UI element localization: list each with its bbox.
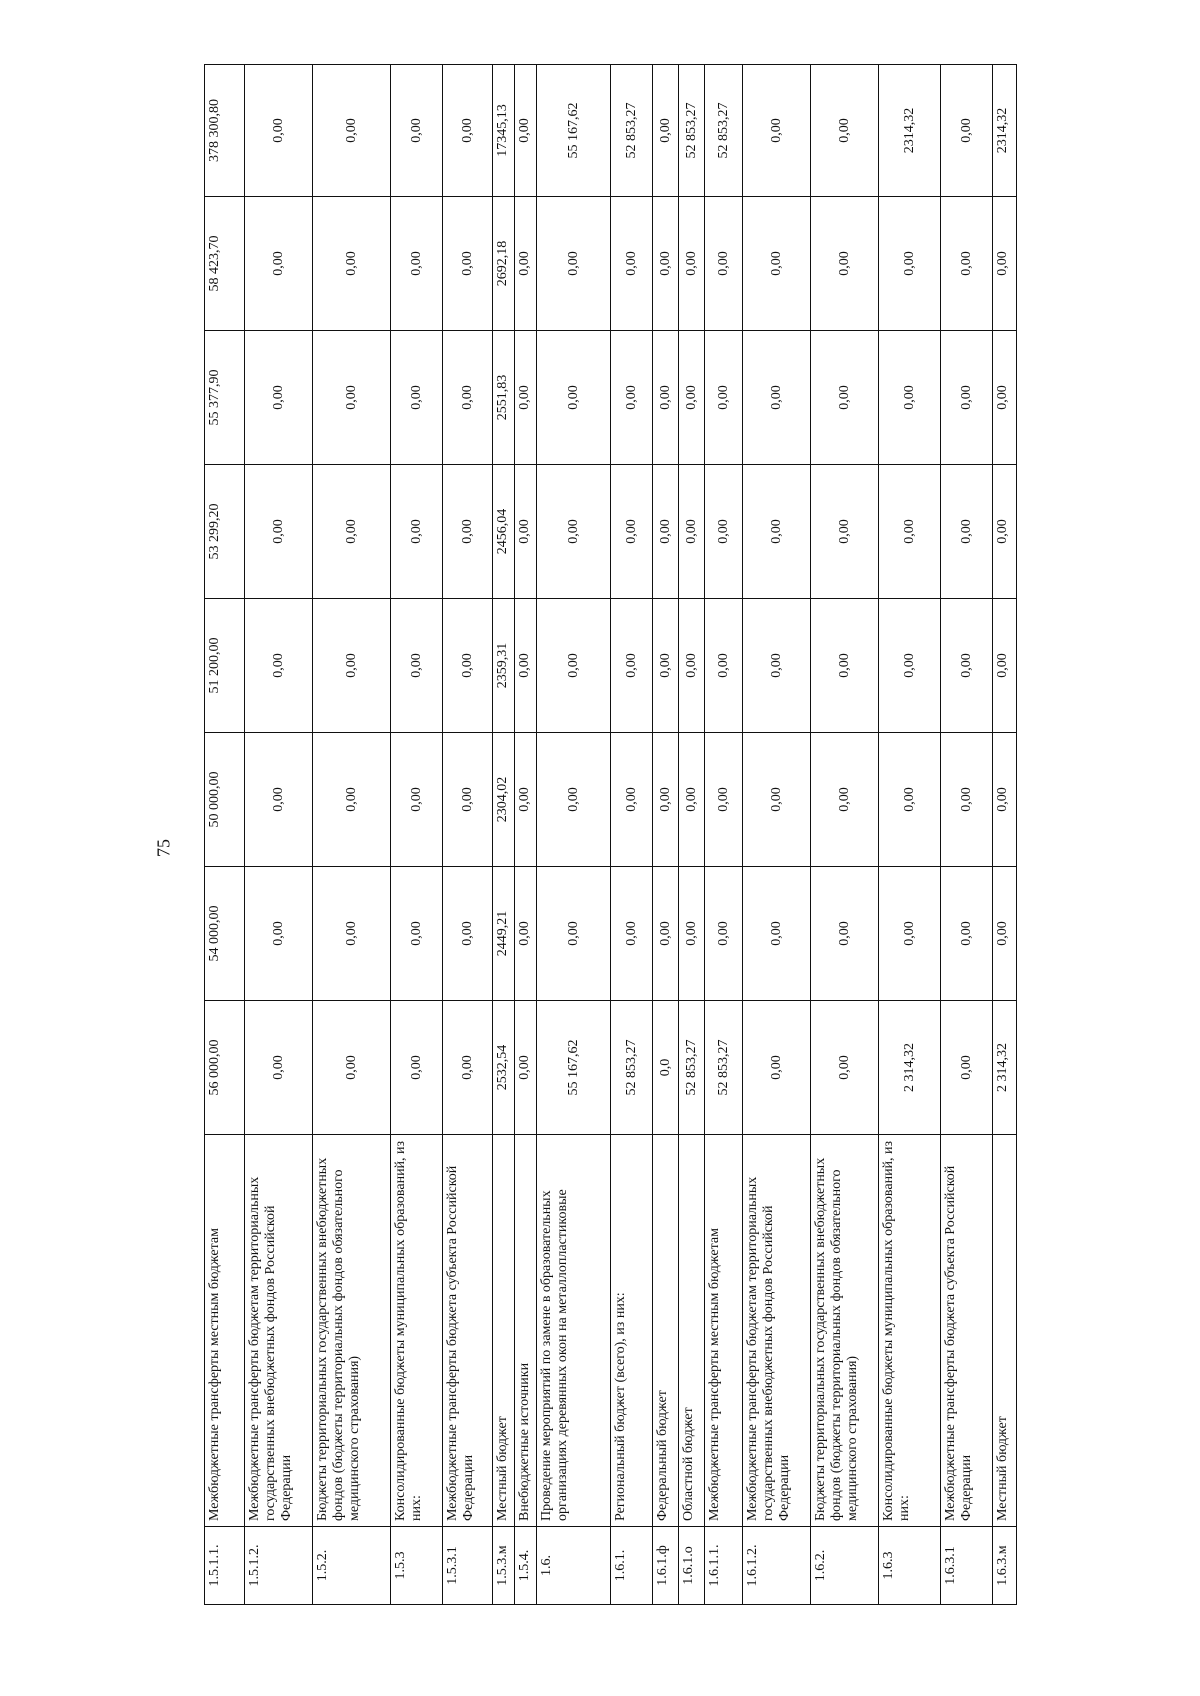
row-name: Межбюджетные трансферты местным бюджетам — [205, 1135, 245, 1527]
value-cell: 0,00 — [313, 331, 391, 465]
value-cell: 2 314,32 — [993, 1001, 1017, 1135]
value-cell: 0,00 — [245, 867, 313, 1001]
value-cell: 378 300,80 — [205, 65, 245, 197]
value-cell: 2314,32 — [993, 65, 1017, 197]
value-cell: 0,00 — [537, 599, 611, 733]
table-row — [493, 65, 515, 1605]
value-cell: 0,00 — [879, 197, 941, 331]
value-cell: 58 423,70 — [205, 197, 245, 331]
value-cell: 55 167,62 — [537, 1001, 611, 1135]
table-row — [611, 65, 653, 1605]
value-cell: 0,00 — [879, 465, 941, 599]
value-cell: 54 000,00 — [205, 867, 245, 1001]
row-name: Проведение мероприятий по замене в образовательных организациях деревянных окон на металлопластиковые — [537, 1135, 611, 1527]
value-cell: 0,00 — [705, 465, 743, 599]
value-cell: 52 853,27 — [679, 65, 705, 197]
value-cell: 2304,02 — [493, 733, 515, 867]
value-cell: 0,00 — [705, 331, 743, 465]
value-cell: 0,00 — [391, 599, 443, 733]
row-name: Межбюджетные трансферты бюджетам территориальных государственных внебюджетных фондов Российской Федерации — [743, 1135, 811, 1527]
value-cell: 0,00 — [245, 465, 313, 599]
value-cell: 55 377,90 — [205, 331, 245, 465]
value-cell: 53 299,20 — [205, 465, 245, 599]
value-cell: 52 853,27 — [611, 1001, 653, 1135]
value-cell: 0,00 — [705, 867, 743, 1001]
value-cell: 0,00 — [653, 867, 679, 1001]
value-cell: 0,00 — [705, 733, 743, 867]
value-cell: 56 000,00 — [205, 1001, 245, 1135]
row-name: Консолидированные бюджеты муниципальных образований, из них: — [879, 1135, 941, 1527]
value-cell: 52 853,27 — [705, 65, 743, 197]
value-cell: 0,00 — [653, 599, 679, 733]
value-cell: 2551,83 — [493, 331, 515, 465]
row-name: Бюджеты территориальных государственных внебюджетных фондов (бюджеты территориальных фондов обязательного медицинского страхования) — [811, 1135, 879, 1527]
value-cell: 0,00 — [611, 197, 653, 331]
row-code: 1.6.1.2. — [743, 1527, 811, 1605]
value-cell: 55 167,62 — [537, 65, 611, 197]
row-code: 1.6.3.1 — [941, 1527, 993, 1605]
value-cell: 0,00 — [313, 599, 391, 733]
value-cell: 2532,54 — [493, 1001, 515, 1135]
value-cell: 0,00 — [245, 733, 313, 867]
value-cell: 51 200,00 — [205, 599, 245, 733]
value-cell: 52 853,27 — [679, 1001, 705, 1135]
value-cell: 0,00 — [679, 733, 705, 867]
value-cell: 0,00 — [611, 867, 653, 1001]
value-cell: 0,00 — [515, 733, 537, 867]
value-cell: 0,00 — [515, 599, 537, 733]
value-cell: 0,00 — [653, 733, 679, 867]
row-name: Межбюджетные трансферты бюджета субъекта Российской Федерации — [443, 1135, 493, 1527]
row-name: Консолидированные бюджеты муниципальных образований, из них: — [391, 1135, 443, 1527]
value-cell: 2314,32 — [879, 65, 941, 197]
value-cell: 0,00 — [391, 65, 443, 197]
value-cell: 0,00 — [313, 197, 391, 331]
value-cell: 0,00 — [879, 331, 941, 465]
value-cell: 0,00 — [993, 331, 1017, 465]
value-cell: 0,00 — [443, 599, 493, 733]
row-name: Внебюджетные источники — [515, 1135, 537, 1527]
value-cell: 0,00 — [993, 599, 1017, 733]
table-row — [245, 65, 313, 1605]
table-row — [515, 65, 537, 1605]
table-row — [705, 65, 743, 1605]
value-cell: 0,00 — [811, 733, 879, 867]
table-row — [743, 65, 811, 1605]
value-cell: 0,00 — [705, 599, 743, 733]
row-name: Межбюджетные трансферты бюджетам территориальных государственных внебюджетных фондов Российской Федерации — [245, 1135, 313, 1527]
value-cell: 0,00 — [611, 465, 653, 599]
value-cell: 0,00 — [653, 65, 679, 197]
value-cell: 2 314,32 — [879, 1001, 941, 1135]
value-cell: 0,00 — [941, 599, 993, 733]
value-cell: 0,00 — [245, 1001, 313, 1135]
value-cell: 0,00 — [679, 465, 705, 599]
row-code: 1.5.2. — [313, 1527, 391, 1605]
value-cell: 0,00 — [313, 1001, 391, 1135]
budget-table-body — [205, 65, 1017, 1605]
value-cell: 0,00 — [443, 733, 493, 867]
value-cell: 0,00 — [537, 733, 611, 867]
row-code: 1.5.3 — [391, 1527, 443, 1605]
value-cell: 0,00 — [811, 197, 879, 331]
budget-table — [204, 64, 1017, 1605]
table-row — [391, 65, 443, 1605]
value-cell: 50 000,00 — [205, 733, 245, 867]
value-cell: 0,00 — [811, 867, 879, 1001]
value-cell: 2692,18 — [493, 197, 515, 331]
row-code: 1.5.1.1. — [205, 1527, 245, 1605]
value-cell: 0,00 — [313, 65, 391, 197]
value-cell: 0,00 — [941, 331, 993, 465]
value-cell: 0,00 — [313, 867, 391, 1001]
table-row — [205, 65, 245, 1605]
value-cell: 0,00 — [941, 65, 993, 197]
table-row — [443, 65, 493, 1605]
value-cell: 0,00 — [443, 331, 493, 465]
row-name: Местный бюджет — [993, 1135, 1017, 1527]
value-cell: 0,00 — [705, 197, 743, 331]
value-cell: 0,00 — [537, 465, 611, 599]
value-cell: 0,00 — [743, 1001, 811, 1135]
row-name: Межбюджетные трансферты местным бюджетам — [705, 1135, 743, 1527]
value-cell: 0,00 — [679, 867, 705, 1001]
value-cell: 0,00 — [245, 197, 313, 331]
value-cell: 0,00 — [443, 867, 493, 1001]
value-cell: 52 853,27 — [611, 65, 653, 197]
row-code: 1.6.1.1. — [705, 1527, 743, 1605]
value-cell: 0,00 — [941, 867, 993, 1001]
row-name: Бюджеты территориальных государственных внебюджетных фондов (бюджеты территориальных фондов обязательного медицинского страхования) — [313, 1135, 391, 1527]
table-row — [679, 65, 705, 1605]
row-code: 1.6. — [537, 1527, 611, 1605]
row-name: Областной бюджет — [679, 1135, 705, 1527]
value-cell: 2449,21 — [493, 867, 515, 1001]
value-cell: 0,00 — [879, 599, 941, 733]
page-number: 75 — [153, 839, 174, 857]
value-cell: 0,00 — [679, 197, 705, 331]
row-code: 1.5.3.м — [493, 1527, 515, 1605]
row-code: 1.6.3.м — [993, 1527, 1017, 1605]
value-cell: 0,00 — [443, 65, 493, 197]
row-name: Региональный бюджет (всего), из них: — [611, 1135, 653, 1527]
value-cell: 0,00 — [879, 867, 941, 1001]
value-cell: 0,00 — [313, 465, 391, 599]
row-code: 1.5.1.2. — [245, 1527, 313, 1605]
value-cell: 0,00 — [941, 197, 993, 331]
value-cell: 0,00 — [391, 331, 443, 465]
value-cell: 0,00 — [391, 867, 443, 1001]
row-code: 1.6.1.ф — [653, 1527, 679, 1605]
value-cell: 0,00 — [391, 1001, 443, 1135]
value-cell: 0,00 — [245, 599, 313, 733]
value-cell: 0,00 — [391, 465, 443, 599]
value-cell: 0,00 — [743, 867, 811, 1001]
value-cell: 0,00 — [313, 733, 391, 867]
table-row — [653, 65, 679, 1605]
row-name: Местный бюджет — [493, 1135, 515, 1527]
value-cell: 0,00 — [941, 465, 993, 599]
table-row — [313, 65, 391, 1605]
value-cell: 52 853,27 — [705, 1001, 743, 1135]
row-code: 1.5.4. — [515, 1527, 537, 1605]
value-cell: 0,00 — [941, 1001, 993, 1135]
value-cell: 0,00 — [993, 465, 1017, 599]
value-cell: 0,0 — [653, 1001, 679, 1135]
value-cell: 0,00 — [811, 65, 879, 197]
rotated-table-container — [204, 65, 1044, 1605]
value-cell: 0,00 — [653, 331, 679, 465]
value-cell: 0,00 — [743, 331, 811, 465]
value-cell: 2456,04 — [493, 465, 515, 599]
row-code: 1.6.1. — [611, 1527, 653, 1605]
value-cell: 0,00 — [679, 599, 705, 733]
value-cell: 0,00 — [391, 733, 443, 867]
value-cell: 0,00 — [611, 733, 653, 867]
value-cell: 0,00 — [993, 733, 1017, 867]
row-name: Федеральный бюджет — [653, 1135, 679, 1527]
value-cell: 0,00 — [993, 867, 1017, 1001]
value-cell: 0,00 — [811, 465, 879, 599]
row-code: 1.6.3 — [879, 1527, 941, 1605]
value-cell: 0,00 — [941, 733, 993, 867]
value-cell: 0,00 — [443, 197, 493, 331]
value-cell: 0,00 — [515, 197, 537, 331]
value-cell: 0,00 — [515, 465, 537, 599]
row-name: Межбюджетные трансферты бюджета субъекта Российской Федерации — [941, 1135, 993, 1527]
table-row — [993, 65, 1017, 1605]
value-cell: 0,00 — [245, 65, 313, 197]
value-cell: 0,00 — [743, 465, 811, 599]
value-cell: 0,00 — [443, 465, 493, 599]
value-cell: 0,00 — [611, 599, 653, 733]
value-cell: 17345,13 — [493, 65, 515, 197]
value-cell: 0,00 — [245, 331, 313, 465]
value-cell: 0,00 — [391, 197, 443, 331]
value-cell: 0,00 — [653, 197, 679, 331]
table-row — [811, 65, 879, 1605]
value-cell: 0,00 — [537, 331, 611, 465]
value-cell: 0,00 — [515, 867, 537, 1001]
table-row — [537, 65, 611, 1605]
row-code: 1.6.2. — [811, 1527, 879, 1605]
value-cell: 0,00 — [515, 1001, 537, 1135]
value-cell: 0,00 — [743, 599, 811, 733]
value-cell: 0,00 — [743, 65, 811, 197]
value-cell: 0,00 — [993, 197, 1017, 331]
table-row — [941, 65, 993, 1605]
row-code: 1.5.3.1 — [443, 1527, 493, 1605]
value-cell: 0,00 — [537, 867, 611, 1001]
value-cell: 0,00 — [811, 331, 879, 465]
row-code: 1.6.1.о — [679, 1527, 705, 1605]
value-cell: 0,00 — [611, 331, 653, 465]
table-row — [879, 65, 941, 1605]
value-cell: 0,00 — [443, 1001, 493, 1135]
value-cell: 2359,31 — [493, 599, 515, 733]
value-cell: 0,00 — [537, 197, 611, 331]
value-cell: 0,00 — [879, 733, 941, 867]
value-cell: 0,00 — [743, 733, 811, 867]
value-cell: 0,00 — [743, 197, 811, 331]
value-cell: 0,00 — [653, 465, 679, 599]
value-cell: 0,00 — [811, 599, 879, 733]
value-cell: 0,00 — [515, 65, 537, 197]
value-cell: 0,00 — [679, 331, 705, 465]
value-cell: 0,00 — [811, 1001, 879, 1135]
value-cell: 0,00 — [515, 331, 537, 465]
